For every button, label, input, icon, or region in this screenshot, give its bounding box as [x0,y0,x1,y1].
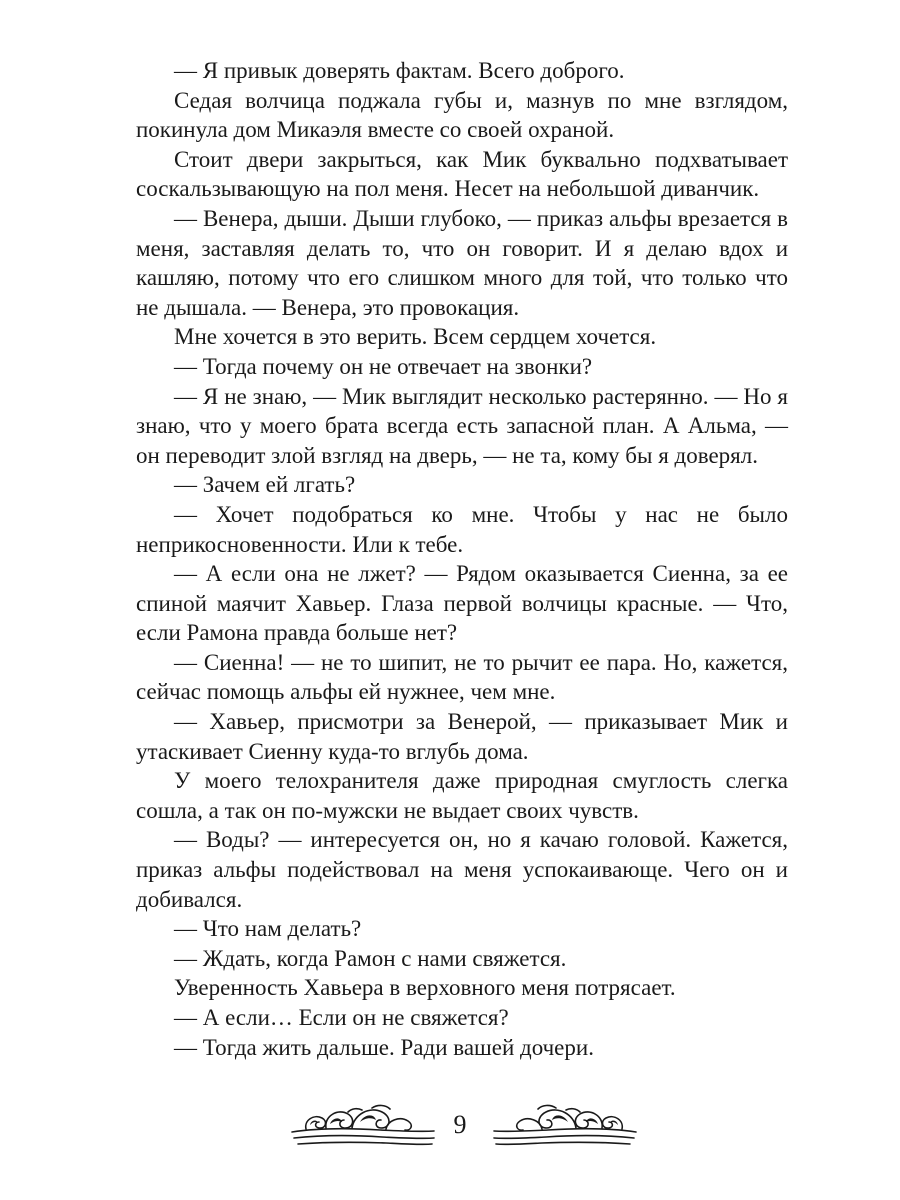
paragraph: — Воды? — интересуется он, но я качаю головой. Кажется, приказ альфы подействовал на меня успокаивающе. Чего он и добивался. [136,827,788,912]
paragraph: — Что нам делать? [174,916,362,942]
paragraph: — Хавьер, присмотри за Венерой, — приказывает Мик и утаскивает Сиенну куда-то вглубь дома. [136,709,788,764]
paragraph: — Я не знаю, — Мик выглядит несколько растерянно. — Но я знаю, что у моего брата всегда есть запасной план. А Альма, — он переводит злой взгляд на дверь, — не та, кому бы я доверял. [136,383,788,468]
paragraph: Мне хочется в это верить. Всем сердцем хочется. [174,324,657,350]
paragraph: Стоит двери закрыться, как Мик буквально подхватывает соскальзывающую на пол меня. Несет на небольшой диванчик. [136,146,788,202]
paragraph: — Тогда почему он не отвечает на звонки? [174,353,593,379]
paragraph: — Зачем ей лгать? [174,472,356,498]
paragraph: — Сиенна! — не то шипит, не то рычит ее пара. Но, кажется, сейчас помощь альфы ей нужнее, чем мне. [136,649,788,705]
paragraph: — Венера, дыши. Дыши глубоко, — приказ альфы врезается в меня, заставляя делать то, что он говорит. И я делаю вдох и кашляю, потому что его слишком много для той, что только что не дышала. — Венера, это провокация. [136,205,788,320]
wave-ornament-icon [490,1098,640,1156]
paragraph: Седая волчица поджала губы и, мазнув по мне взглядом, покинула дом Микаэля вместе со своей охраной. [136,87,788,143]
paragraph: — А если… Если он не свяжется? [174,1005,509,1030]
paragraph: — А если она не лжет? — Рядом оказывается Сиенна, за ее спиной маячит Хавьер. Глаза первой волчицы красные. — Что, если Рамона правда больше нет? [136,561,788,646]
paragraph: — Я привык доверять фактам. Всего доброго. [174,58,625,83]
page-number: 9 [453,1110,467,1139]
paragraph: — Тогда жить дальше. Ради вашей дочери. [174,1034,594,1060]
page-footer [0,1098,900,1158]
paragraph: — Хочет подобраться ко мне. Чтобы у нас не было неприкосновенности. Или к тебе. [136,501,788,557]
page-body [136,56,788,1062]
paragraph: У моего телохранителя даже природная смуглость слегка сошла, а так он по-мужски не выдает своих чувств. [136,768,788,823]
paragraph: Уверенность Хавьера в верховного меня потрясает. [174,975,676,1001]
paragraph: — Ждать, когда Рамон с нами свяжется. [174,945,567,971]
wave-ornament-icon [288,1098,438,1156]
